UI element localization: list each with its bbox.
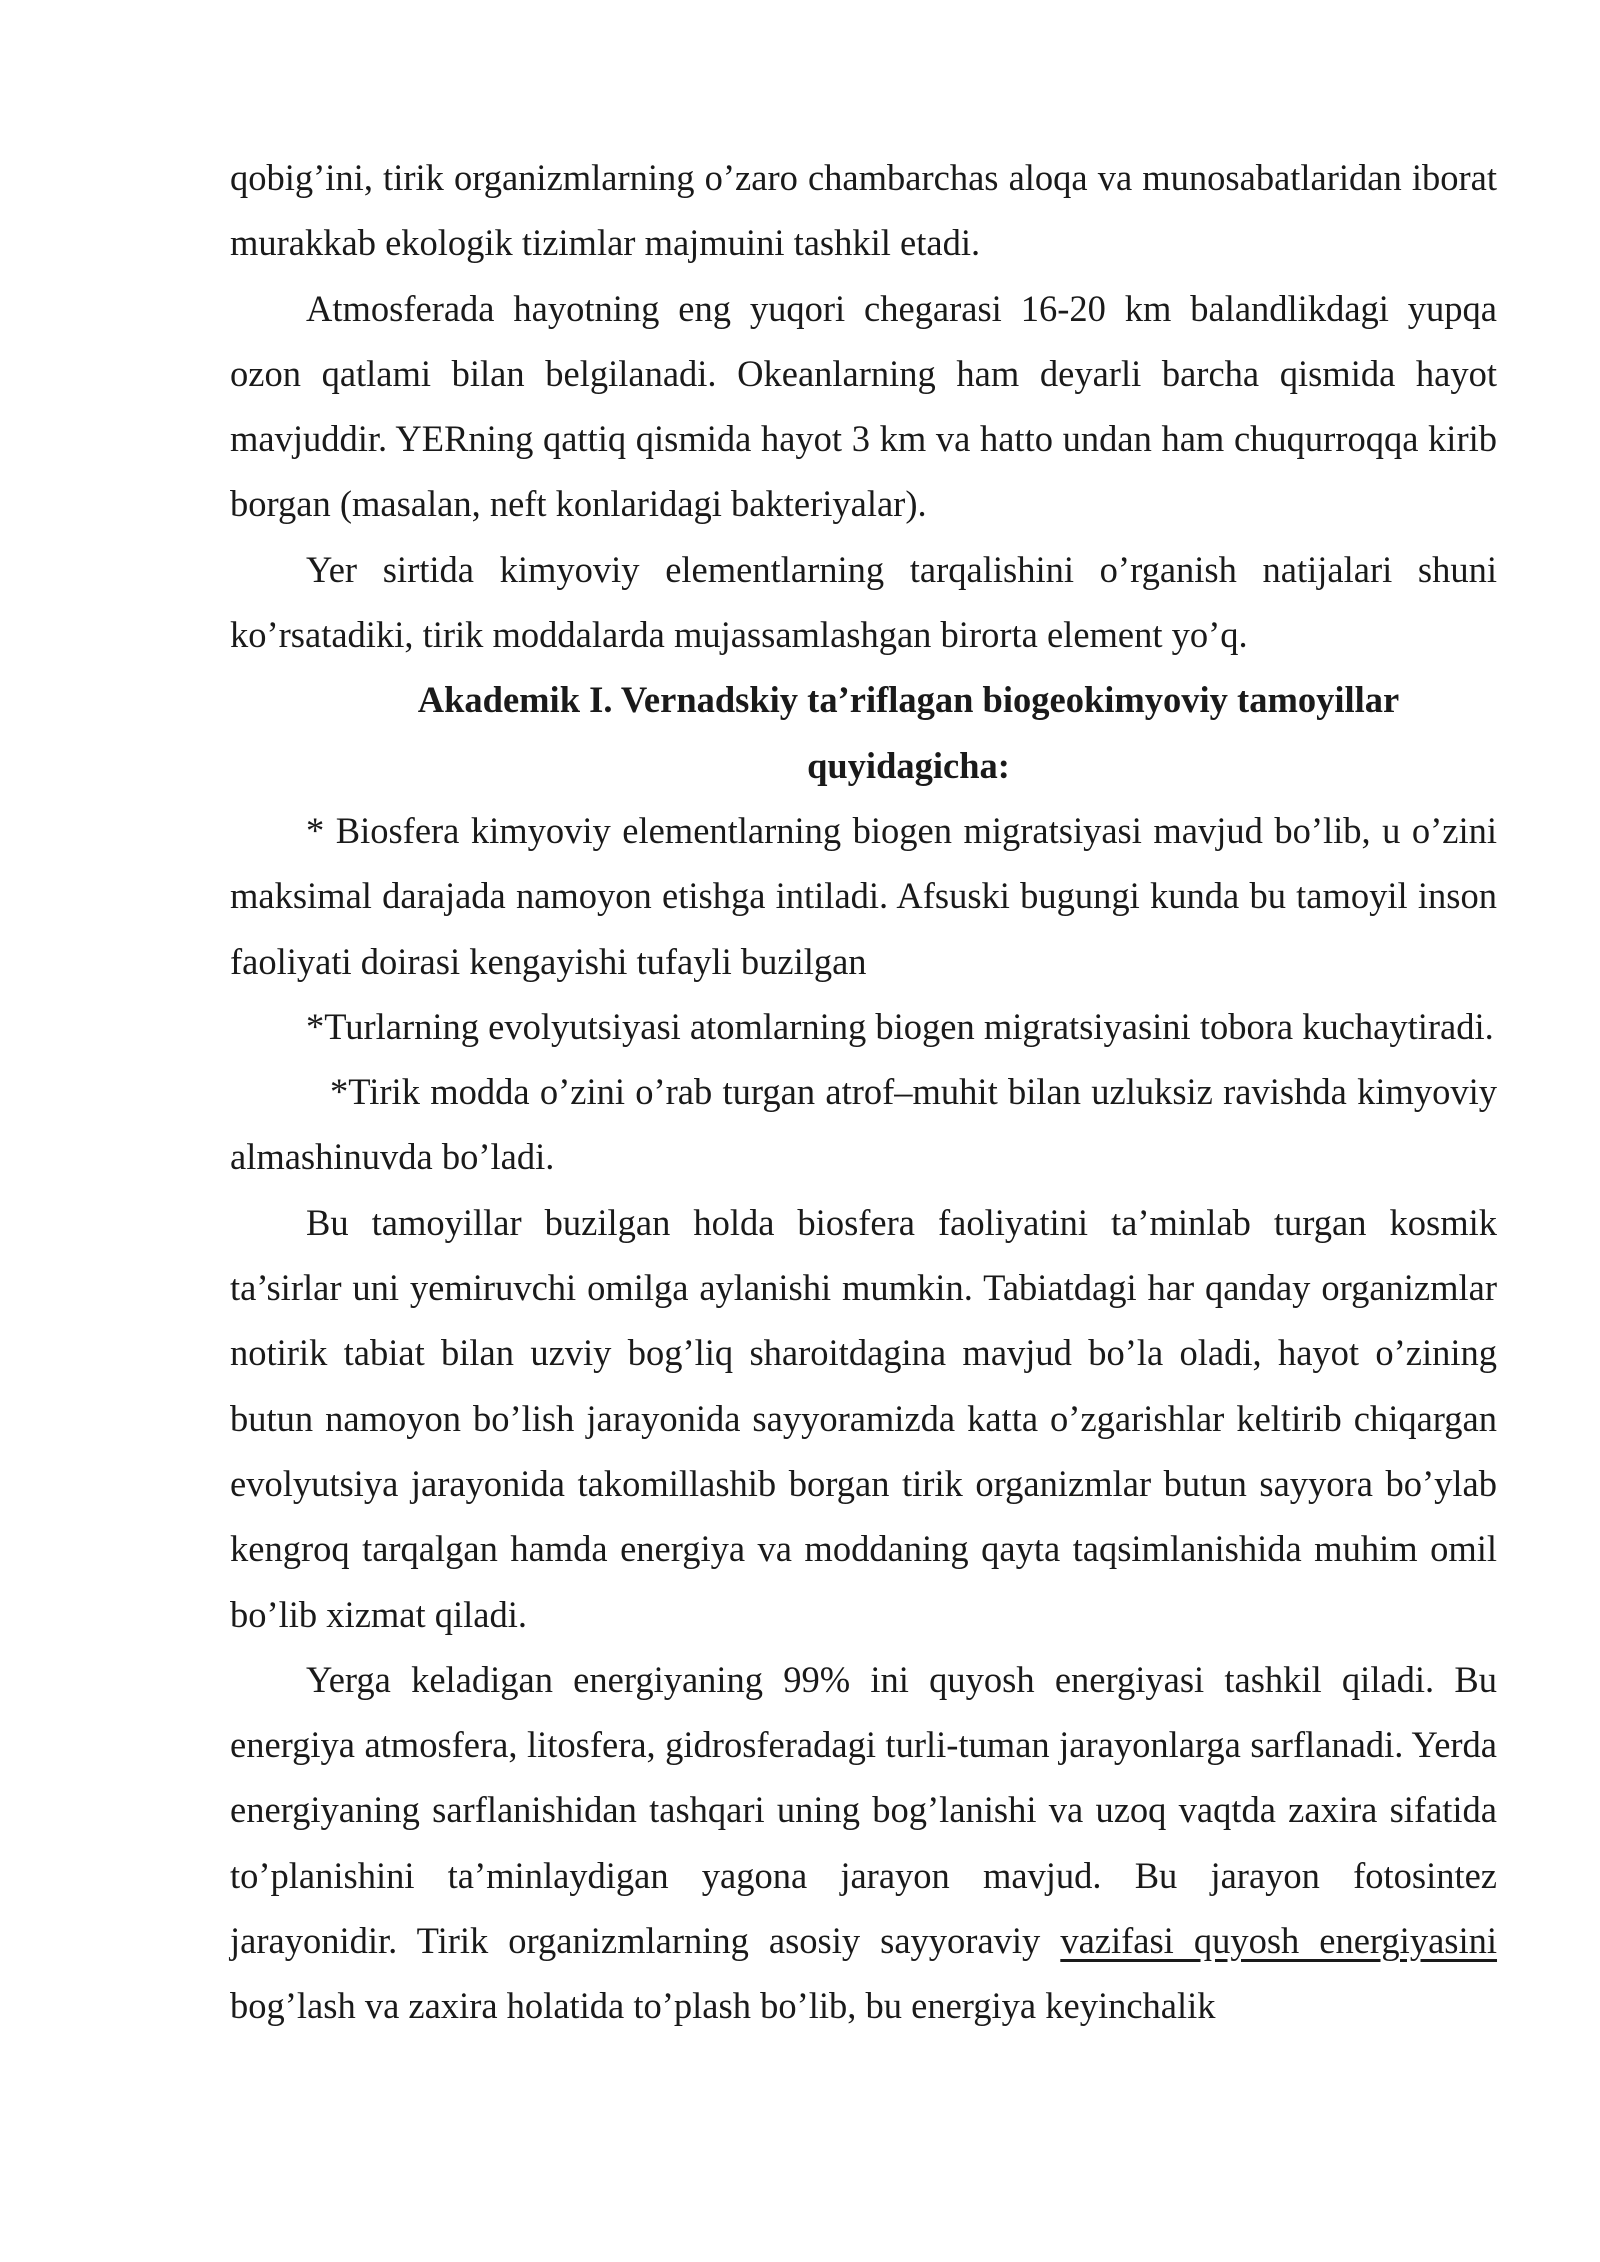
solar-energy-text-before: Yerga keladigan energiyaning 99% ini quyosh energiyasi tashkil qiladi. Bu energiya atmosfera, litosfera, gidrosferadagi turli-tuman jarayonlarga sarflanadi. Yerda energiyaning sarflanishidan tashqari uning bog’lanishi va uzoq vaqtda zaxira sifatida to’planishini ta’minlaydigan yagona jarayon mavjud. Bu jarayon fotosintez jarayonidir. Tirik organizmlarning asosiy sayyoraviy (230, 1658, 1497, 1962)
principle-1: * Biosfera kimyoviy elementlarning biogen migratsiyasi mavjud bo’lib, u o’zini maksimal darajada namoyon etishga intiladi. Afsuski bugungi kunda bu tamoyil inson faoliyati doirasi kengayishi tufayli buzilgan (230, 809, 1497, 982)
principle-2: *Turlarning evolyutsiyasi atomlarning biogen migratsiyasini tobora kuchaytiradi. (306, 1005, 1494, 1047)
document-page (230, 145, 1497, 2039)
paragraph-solar-energy (230, 1647, 1497, 2039)
principle-3: *Tirik modda o’zini o’rab turgan atrof–muhit bilan uzluksiz ravishda kimyoviy almashinuvda bo’ladi. (230, 1071, 1497, 1178)
paragraph-continued: qobig’ini, tirik organizmlarning o’zaro chambarchas aloqa va munosabatlaridan iborat murakkab ekologik tizimlar majmuini tashkil etadi. (230, 157, 1497, 264)
paragraph-principles-violation: Bu tamoyillar buzilgan holda biosfera faoliyatini ta’minlab turgan kosmik ta’sirlar uni yemiruvchi omilga aylanishi mumkin. Tabiatdagi har qanday organizmlar notirik tabiat bilan uzviy bog’liq sharoitdagina mavjud bo’la oladi, hayot o’zining butun namoyon bo’lish jarayonida sayyoramizda katta o’zgarishlar keltirib chiqargan evolyutsiya jarayonida takomillashib borgan tirik organizmlar butun sayyora bo’ylab kengroq tarqalgan hamda energiya va moddaning qayta taqsimlanishida muhim omil bo’lib xizmat qiladi. (230, 1201, 1497, 1635)
paragraph-chemical-elements: Yer sirtida kimyoviy elementlarning tarqalishini o’rganish natijalari shuni ko’rsatadiki, tirik moddalarda mujassamlashgan birorta element yo’q. (230, 548, 1497, 656)
underlined-phrase: vazifasi quyosh energiyasini (1060, 1920, 1498, 1962)
paragraph-atmosphere: Atmosferada hayotning eng yuqori chegarasi 16-20 km balandlikdagi yupqa ozon qatlami bilan belgilanadi. Okeanlarning ham deyarli barcha qismida hayot mavjuddir. YERning qattiq qismida hayot 3 km va hatto undan ham chuqurroqqa kirib borgan (masalan, neft konlaridagi bakteriyalar). (230, 287, 1497, 525)
section-heading: Akademik I. Vernadskiy ta’riflagan biogeokimyoviy tamoyillar quyidagicha: (417, 679, 1400, 786)
solar-energy-text-after: bog’lash va zaxira holatida to’plash bo’lib, bu energiya keyinchalik (230, 1985, 1216, 2027)
